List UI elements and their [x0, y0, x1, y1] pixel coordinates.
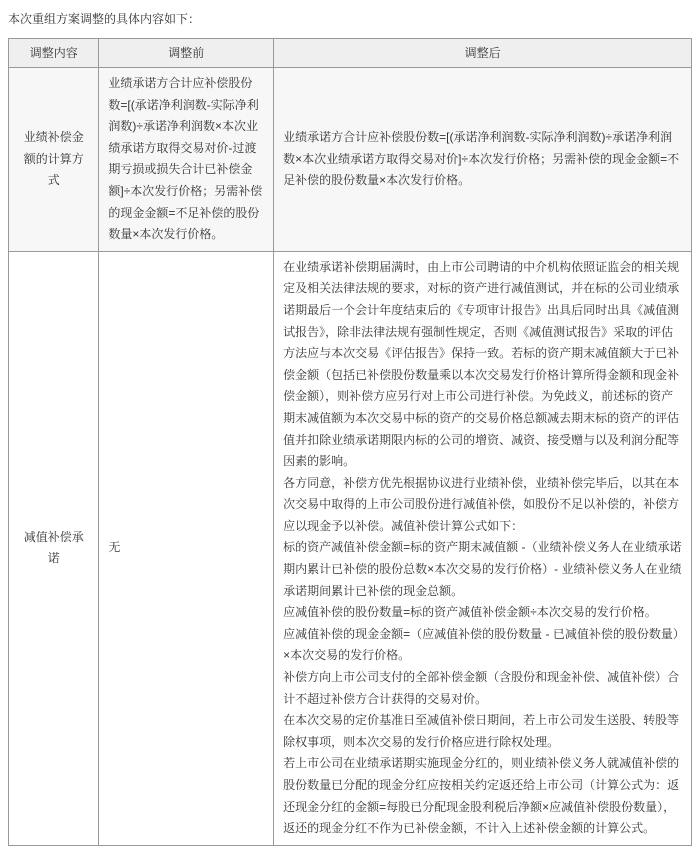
- adjustment-table: [8, 38, 692, 846]
- header-cell-after: 调整后: [274, 39, 692, 68]
- after-paragraph-formula-cash: 应减值补偿的现金金额=（应减值补偿的股份数量 - 已减值补偿的股份数量）×本次交易的发行价格。: [283, 626, 679, 663]
- intro-text: 本次重组方案调整的具体内容如下：: [8, 12, 201, 26]
- after-paragraph-impairment-test: 在业绩承诺补偿期届满时，由上市公司聘请的中介机构依照证监会的相关规定及相关法律法规的要求，对标的资产进行减值测试，并在标的公司业绩承诺期最后一个会计年度结束后的《专项审计报告》出具后同时出具《减值测试报告》，除非法律法规有强制性规定，否则《减值测试报告》采取的评估方法应与本次交易《评估报告》保持一致。若标的资产期末减值额大于已补偿金额（包括已补偿股份数量乘以本次交易发行价格计算所得金额和现金补偿金额），则补偿方应另行对上市公司进行补偿。为免歧义，前述标的资产期末减值额为本次交易中标的资产的交易价格总额减去期末标的资产的评估值并扣除业绩承诺期限内标的公司的增资、减资、接受赠与以及利润分配等因素的影响。: [283, 259, 680, 469]
- row1-after-cell: 业绩承诺方合计应补偿股份数=[(承诺净利润数-实际净利润数)÷承诺净利润数×本次业绩承诺方取得交易对价]÷本次发行价格；另需补偿的现金金额=不足补偿的股份数量×本次发行价格。: [274, 68, 692, 252]
- after-paragraph-formula-shares: 应减值补偿的股份数量=标的资产减值补偿金额÷本次交易的发行价格。: [283, 605, 657, 620]
- after-paragraph-compensation-order: 各方同意，补偿方优先根据协议进行业绩补偿，业绩补偿完毕后，以其在本次交易中取得的上市公司股份进行减值补偿，如股份不足以补偿的，补偿方应以现金予以补偿。减值补偿计算公式如下：: [283, 475, 680, 533]
- table-row-impairment-commitment: [9, 251, 692, 845]
- after-paragraph-ex-rights: 在本次交易的定价基准日至减值补偿日期间，若上市公司发生送股、转股等除权事项，则本次交易的发行价格应进行除权处理。: [283, 713, 680, 749]
- table-header-row: [9, 39, 692, 68]
- row1-item-cell: 业绩补偿金额的计算方式: [9, 68, 99, 252]
- after-paragraph-dividend-return: 若上市公司在业绩承诺期实施现金分红的，则业绩补偿义务人就减值补偿的股份数量已分配的现金分红应按相关约定返还给上市公司（计算公式为：返还现金分红的金额=每股已分配现金股利税后净额×应减值补偿股份数量），返还的现金分红不作为已补偿金额，不计入上述补偿金额的计算公式。: [283, 756, 680, 836]
- after-paragraph-total-cap: 补偿方向上市公司支付的全部补偿金额（含股份和现金补偿、减值补偿）合计不超过补偿方合计获得的交易对价。: [283, 670, 680, 706]
- header-cell-before: 调整前: [99, 39, 274, 68]
- header-cell-adjust-item: 调整内容: [9, 39, 99, 68]
- after-paragraph-formula-amount: 标的资产减值补偿金额=标的资产期末减值额 -（业绩补偿义务人在业绩承诺期内累计已补偿的股份总数×本次交易的发行价格）- 业绩补偿义务人在业绩承诺期间累计已补偿的现金总额。: [283, 540, 682, 598]
- row2-item-cell: 减值补偿承诺: [9, 251, 99, 845]
- row1-before-cell: 业绩承诺方合计应补偿股份数=[(承诺净利润数-实际净利润数)÷承诺净利润数×本次业绩承诺方取得交易对价-过渡期亏损或损失合计已补偿金额]÷本次发行价格；另需补偿的现金金额=不足补偿的股份数量×本次发行价格。: [99, 68, 274, 252]
- row2-after-cell: [274, 251, 692, 845]
- table-row-performance-compensation: [9, 68, 692, 252]
- row2-before-cell: 无: [99, 251, 274, 845]
